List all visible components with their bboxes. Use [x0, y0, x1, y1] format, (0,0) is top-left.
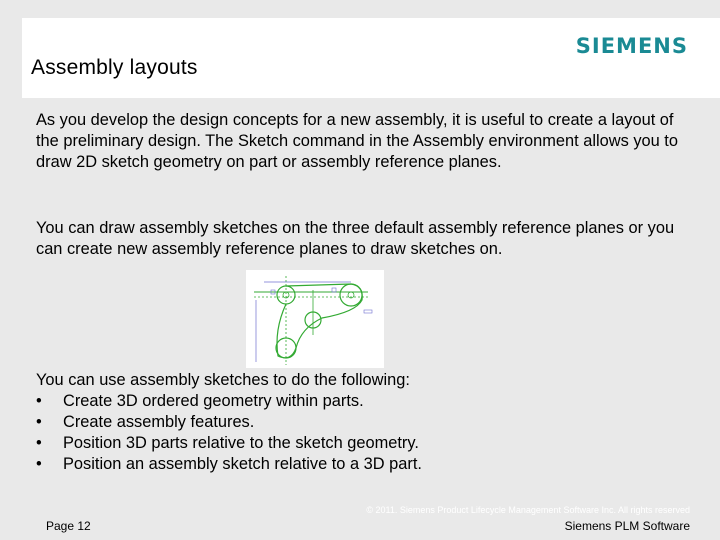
- page-number: Page 12: [46, 519, 91, 533]
- list-item: • Position 3D parts relative to the sketch geometry.: [36, 433, 422, 454]
- company-name: Siemens PLM Software: [564, 519, 690, 533]
- paragraph-reference-planes: You can draw assembly sketches on the three default assembly reference planes or you can create new assembly reference planes to draw sketches on.: [36, 219, 675, 258]
- copyright-notice: © 2011. Siemens Product Lifecycle Management Software Inc. All rights reserved: [366, 505, 690, 515]
- list-item: • Create 3D ordered geometry within parts.: [36, 391, 422, 412]
- list-item: • Position an assembly sketch relative to a 3D part.: [36, 454, 422, 475]
- list-item: • Create assembly features.: [36, 412, 422, 433]
- slide-title: Assembly layouts: [31, 56, 198, 79]
- assembly-sketch-image: [246, 270, 384, 368]
- list-intro: You can use assembly sketches to do the following:: [36, 371, 410, 389]
- sketch-drawing-icon: [246, 270, 384, 368]
- siemens-logo: SIEMENS: [575, 34, 688, 58]
- paragraph-layout-intro: As you develop the design concepts for a new assembly, it is useful to create a layout of the preliminary design. The Sketch command in the Assembly environment allows you to draw 2D sketch geometry on part or assembly reference planes.: [36, 111, 678, 171]
- slide-header: [22, 18, 720, 98]
- uses-list: [36, 391, 422, 475]
